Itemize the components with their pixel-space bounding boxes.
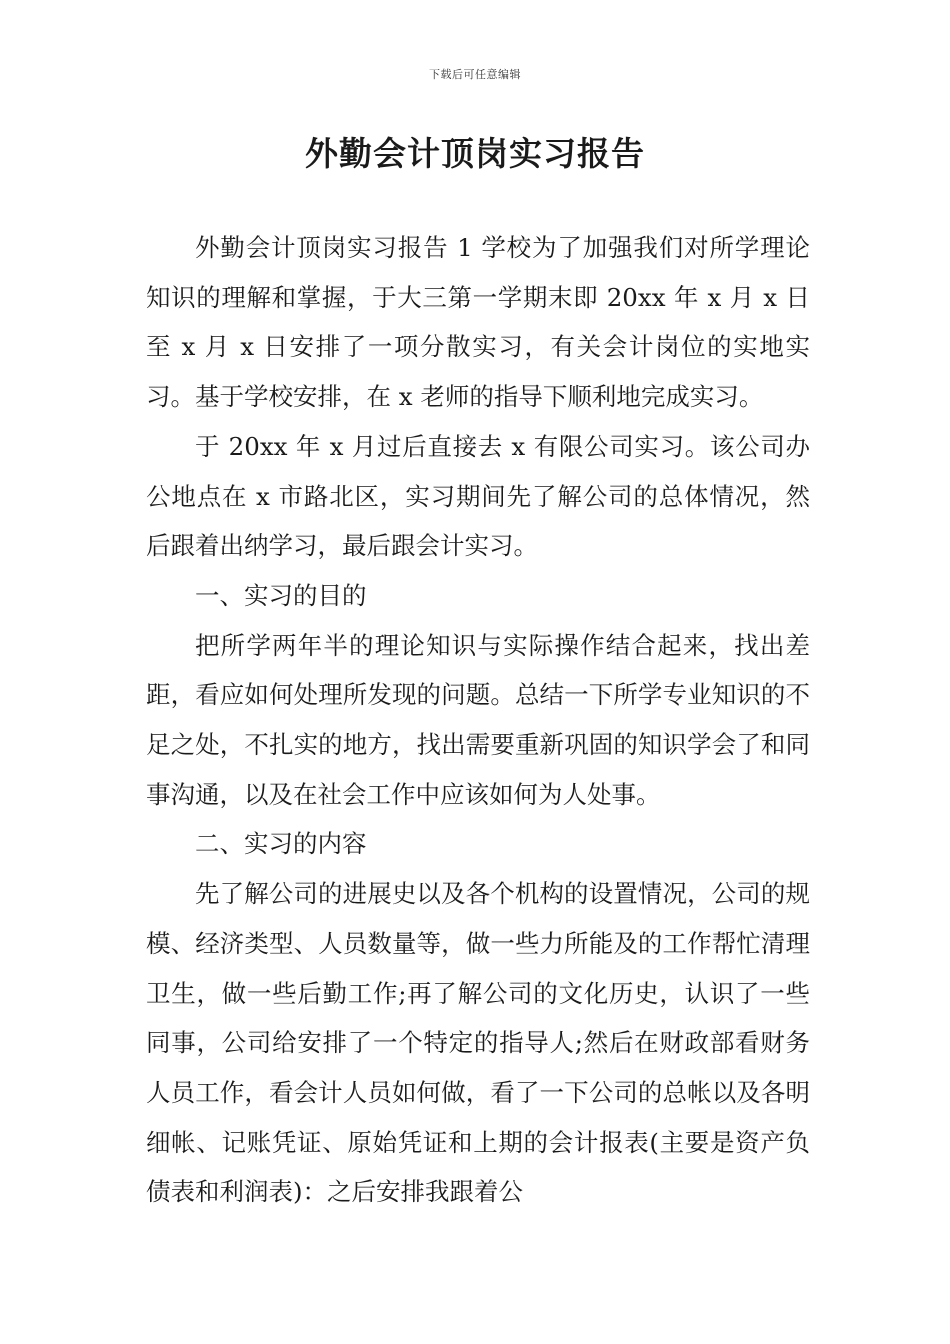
paragraph-content: 先了解公司的进展史以及各个机构的设置情况，公司的规模、经济类型、人员数量等，做一些力所能及的工作帮忙清理卫生，做一些后勤工作;再了解公司的文化历史，认识了一些同事，公司给安排了一个特定的指导人;然后在财政部看财务人员工作，看会计人员如何做，看了一下公司的总帐以及各明细帐、记账凭证、原始凭证和上期的会计报表(主要是资产负债表和利润表)：之后安排我跟着公 xyxy=(146,879,810,1207)
document-title: 外勤会计顶岗实习报告 xyxy=(305,134,645,173)
paragraph-purpose: 把所学两年半的理论知识与实际操作结合起来，找出差距，看应如何处理所发现的问题。总结一下所学专业知识的不足之处，不扎实的地方，找出需要重新巩固的知识学会了和同事沟通，以及在社会工作中应该如何为人处事。 xyxy=(146,630,810,809)
document-body xyxy=(146,223,810,1217)
header-note: 下载后可任意编辑 xyxy=(429,68,521,81)
section-heading-content: 二、实习的内容 xyxy=(195,829,367,859)
paragraph-company: 于 20xx 年 x 月过后直接去 x 有限公司实习。该公司办公地点在 x 市路北区，实习期间先了解公司的总体情况，然后跟着出纳学习，最后跟会计实习。 xyxy=(146,431,810,561)
paragraph-intro: 外勤会计顶岗实习报告 1 学校为了加强我们对所学理论知识的理解和掌握，于大三第一学期末即 20xx 年 x 月 x 日至 x 月 x 日安排了一项分散实习，有关会计岗位的实地实习。基于学校安排，在 x 老师的指导下顺利地完成实习。 xyxy=(146,233,810,412)
section-heading-purpose: 一、实习的目的 xyxy=(195,580,367,610)
